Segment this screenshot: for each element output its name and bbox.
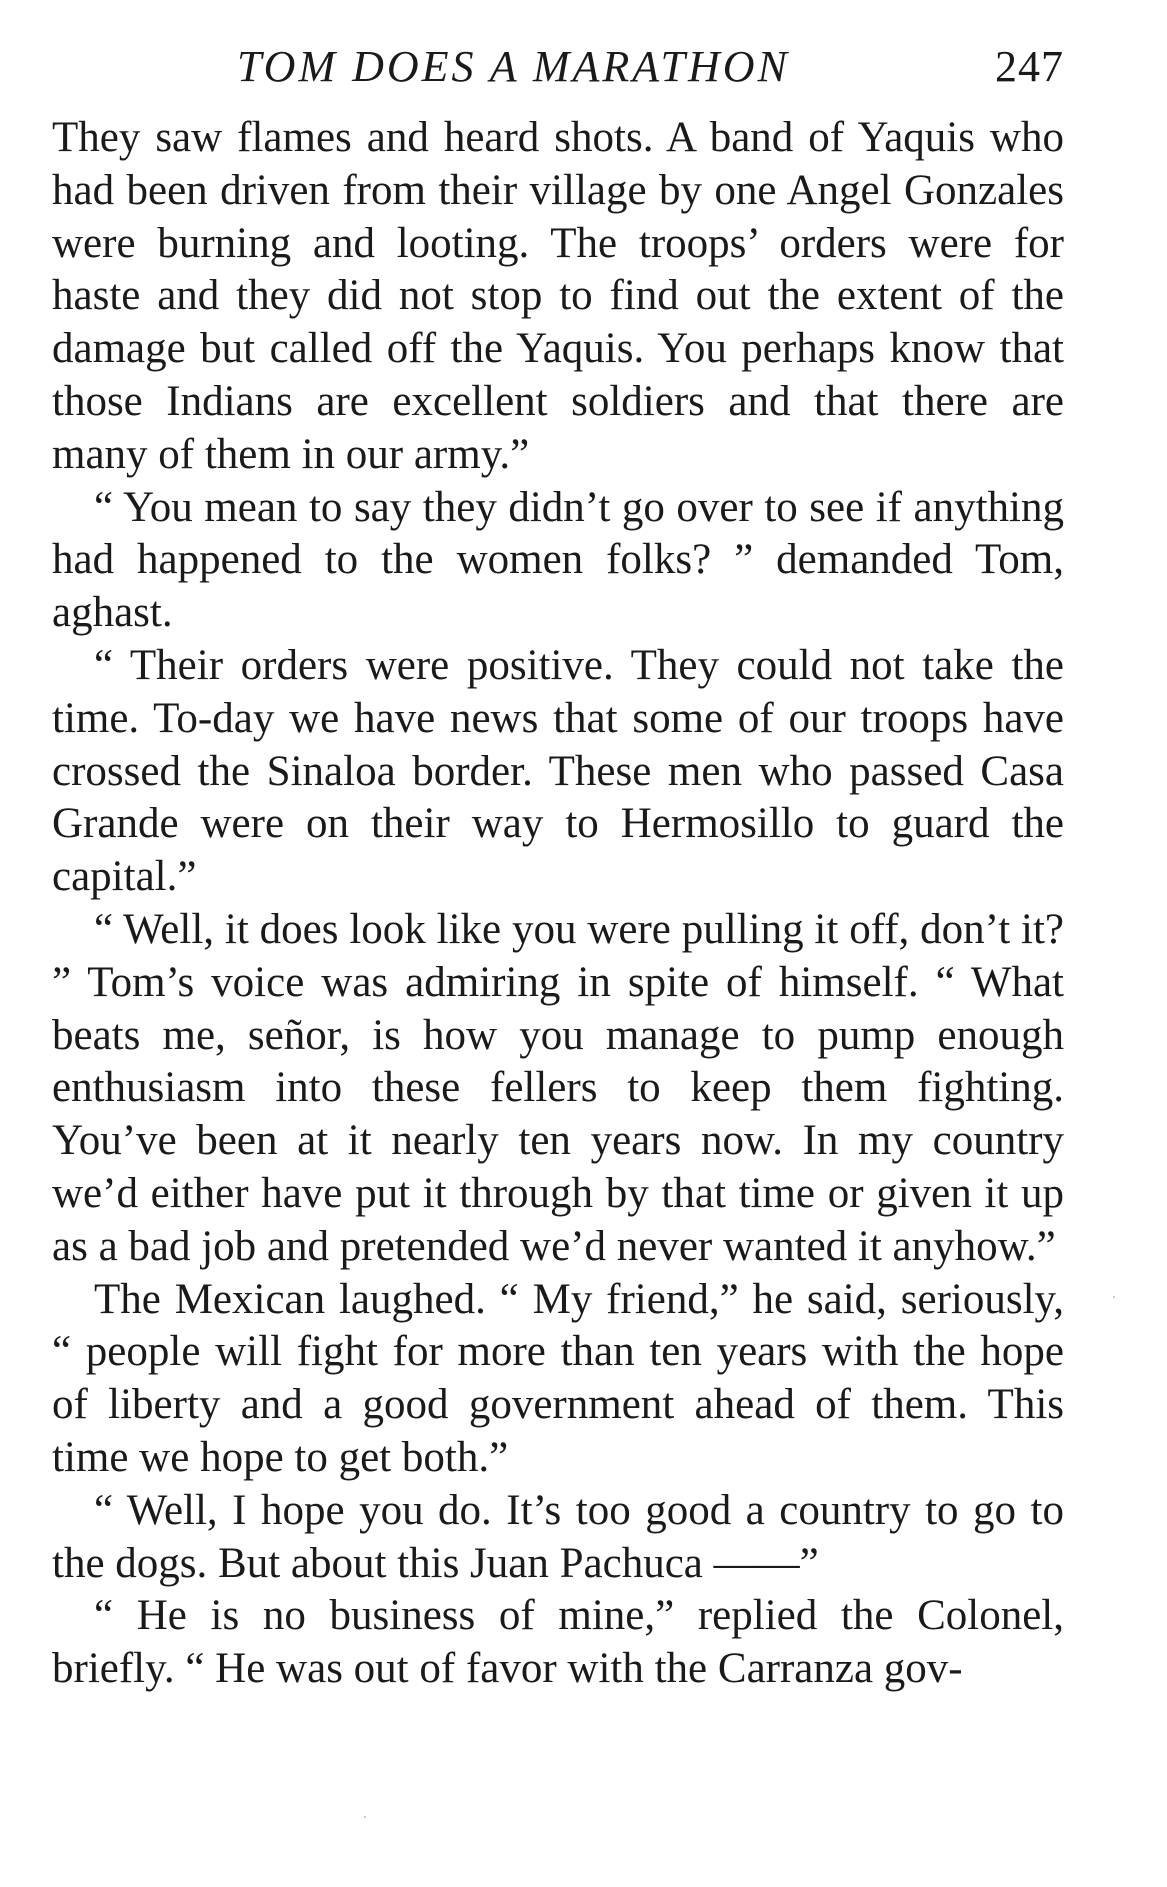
paragraph: “ You mean to say they didn’t go over to see if anything had happened to the women folks? ” demanded Tom, aghast. bbox=[52, 483, 1064, 637]
book-page bbox=[52, 36, 1064, 1696]
paragraph: “ He is no business of mine,” replied the Colonel, briefly. “ He was out of favor with the Carranza gov- bbox=[52, 1592, 1064, 1693]
page-number: 247 bbox=[995, 42, 1064, 91]
running-header bbox=[52, 36, 1064, 98]
paragraph: “ Their orders were positive. They could not take the time. To-day we have news that some of our troops have crossed the Sinaloa border. These men who passed Casa Grande were on their way to Hermosillo to guard the capital.” bbox=[52, 641, 1064, 901]
paragraph: “ Well, it does look like you were pulling it off, don’t it? ” Tom’s voice was admiring in spite of himself. “ What beats me, señor, is how you manage to pump enough enthusiasm into these fellers to keep them fighting. You’ve been at it nearly ten years now. In my country we’d either have put it through by that time or given it up as a bad job and pretended we’d never wanted it anyhow.” bbox=[52, 905, 1064, 1270]
paragraph: They saw flames and heard shots. A band of Yaquis who had been driven from their village by one Angel Gonzales were burning and looting. The troops’ orders were for haste and they did not stop to find out the extent of the damage but called off the Yaquis. You perhaps know that those Indians are excellent soldiers and that there are many of them in our army.” bbox=[52, 114, 1064, 478]
body-text bbox=[52, 112, 1064, 1696]
paragraph: The Mexican laughed. “ My friend,” he said, seriously, “ people will fight for more than ten years with the hope of liberty and a good government ahead of them. This time we hope to get both.” bbox=[52, 1275, 1064, 1481]
running-title: TOM DOES A MARATHON bbox=[237, 42, 790, 91]
scan-speck bbox=[1113, 1296, 1115, 1298]
scan-speck bbox=[364, 1816, 366, 1818]
paragraph: “ Well, I hope you do. It’s too good a country to go to the dogs. But about this Juan Pachuca ——” bbox=[52, 1486, 1064, 1587]
